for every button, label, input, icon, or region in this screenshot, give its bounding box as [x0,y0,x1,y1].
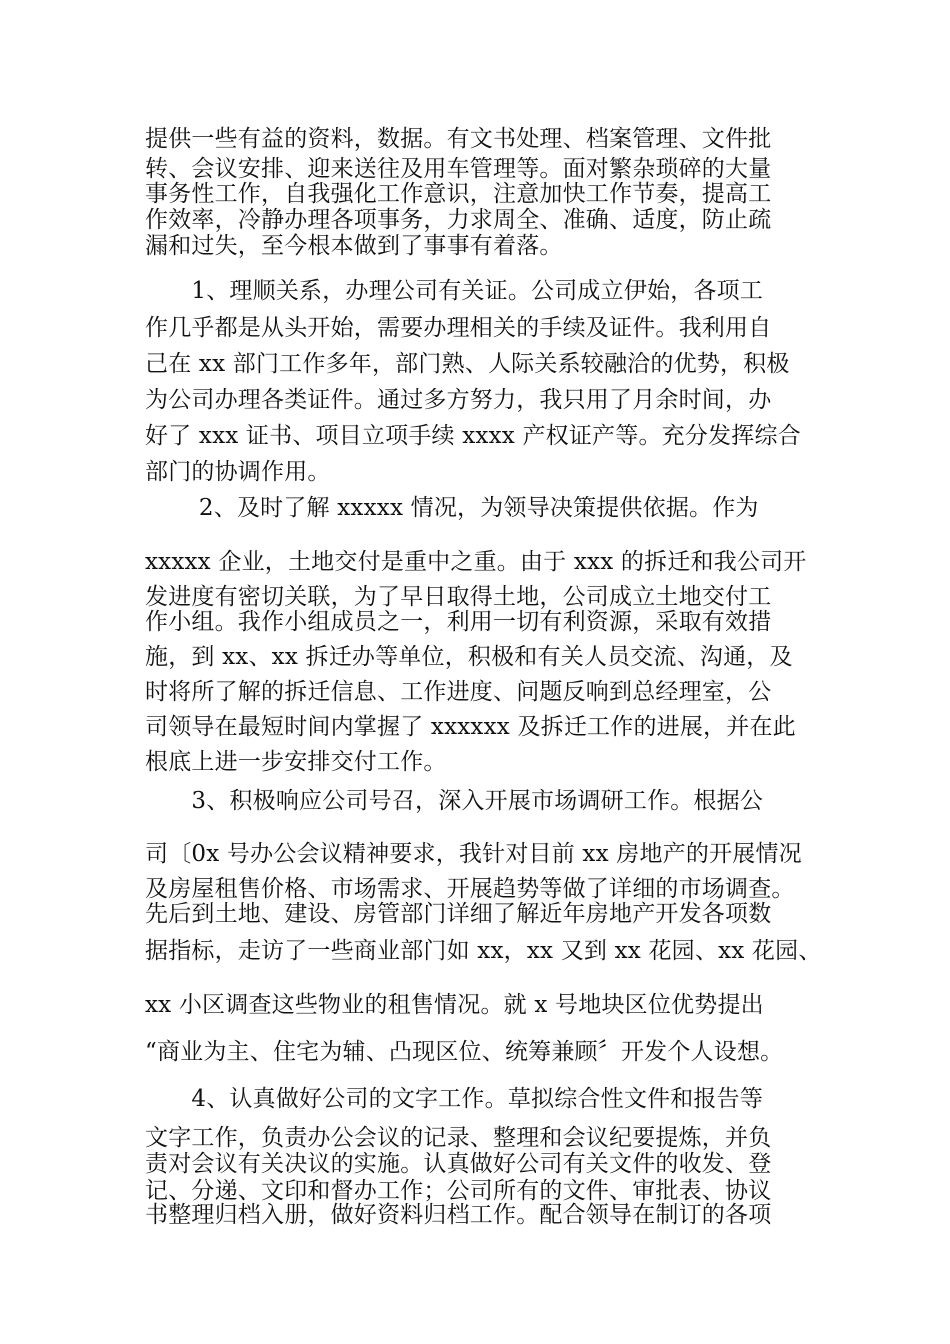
paragraph-1-heading-line: 1、理顺关系，办理公司有关证。公司成立伊始，各项工 [145,278,764,304]
text-line: 书整理归档入册，做好资料归档工作。配合领导在制订的各项 [145,1202,772,1228]
text-line: 及房屋租售价格、市场需求、开展趋势等做了详细的市场调查。 [145,876,795,902]
text-line: 事务性工作，自我强化工作意识，注意加快工作节奏，提高工 [145,181,772,207]
text-line: 转、会议安排、迎来送往及用车管理等。面对繁杂琐碎的大量 [145,156,772,182]
text-line: 记、分递、文印和督办工作；公司所有的文件、审批表、协议 [145,1178,772,1204]
text-line: 根底上进一步安排交付工作。 [145,749,447,775]
text-line: 司领导在最短时间内掌握了 xxxxxx 及拆迁工作的进展，并在此 [145,714,796,740]
text-line: xxxxx 企业，土地交付是重中之重。由于 xxx 的拆迁和我公司开 [145,549,807,575]
text-line: 发进度有密切关联，为了早日取得土地，公司成立土地交付工 [145,584,772,610]
text-line: 据指标，走访了一些商业部门如 xx，xx 又到 xx 花园、xx 花园、 [145,938,822,964]
text-line: 施，到 xx、xx 拆迁办等单位，积极和有关人员交流、沟通，及 [145,644,793,670]
paragraph-4-heading-line: 4、认真做好公司的文字工作。草拟综合性文件和报告等 [145,1086,764,1112]
text-line: 作小组。我作小组成员之一，利用一切有利资源，采取有效措 [145,609,772,635]
text-line: 好了 xxx 证书、项目立项手续 xxxx 产权证产等。充分发挥综合 [145,423,801,449]
paragraph-2-heading-line: 2、及时了解 xxxxx 情况，为领导决策提供依据。作为 [145,495,759,521]
text-line: 为公司办理各类证件。通过多方努力，我只用了月余时间，办 [145,387,772,413]
text-line: 提供一些有益的资料，数据。有文书处理、档案管理、文件批 [145,126,772,152]
text-line: 部门的协调作用。 [145,459,331,485]
text-line: 作效率，冷静办理各项事务，力求周全、准确、适度，防止疏 [145,207,772,233]
text-line: 漏和过失，至今根本做到了事事有着落。 [145,233,563,259]
text-line: “商业为主、住宅为辅、凸现区位、统筹兼顾〞开发个人设想。 [145,1039,784,1065]
text-line: 先后到土地、建设、房管部门详细了解近年房地产开发各项数 [145,901,772,927]
text-line: 司〔0x 号办公会议精神要求，我针对目前 xx 房地产的开展情况 [145,841,802,867]
paragraph-3-heading-line: 3、积极响应公司号召，深入开展市场调研工作。根据公 [145,788,764,814]
text-line: 作几乎都是从头开始，需要办理相关的手续及证件。我利用自 [145,315,772,341]
text-line: 责对会议有关决议的实施。认真做好公司有关文件的收发、登 [145,1151,772,1177]
text-line: 文字工作，负责办公会议的记录、整理和会议纪要提炼，并负 [145,1125,772,1151]
text-line: xx 小区调查这些物业的租售情况。就 x 号地块区位优势提出 [145,992,764,1018]
text-line: 时将所了解的拆迁信息、工作进度、问题反响到总经理室，公 [145,679,772,705]
text-line: 己在 xx 部门工作多年，部门熟、人际关系较融洽的优势，积极 [145,351,790,377]
